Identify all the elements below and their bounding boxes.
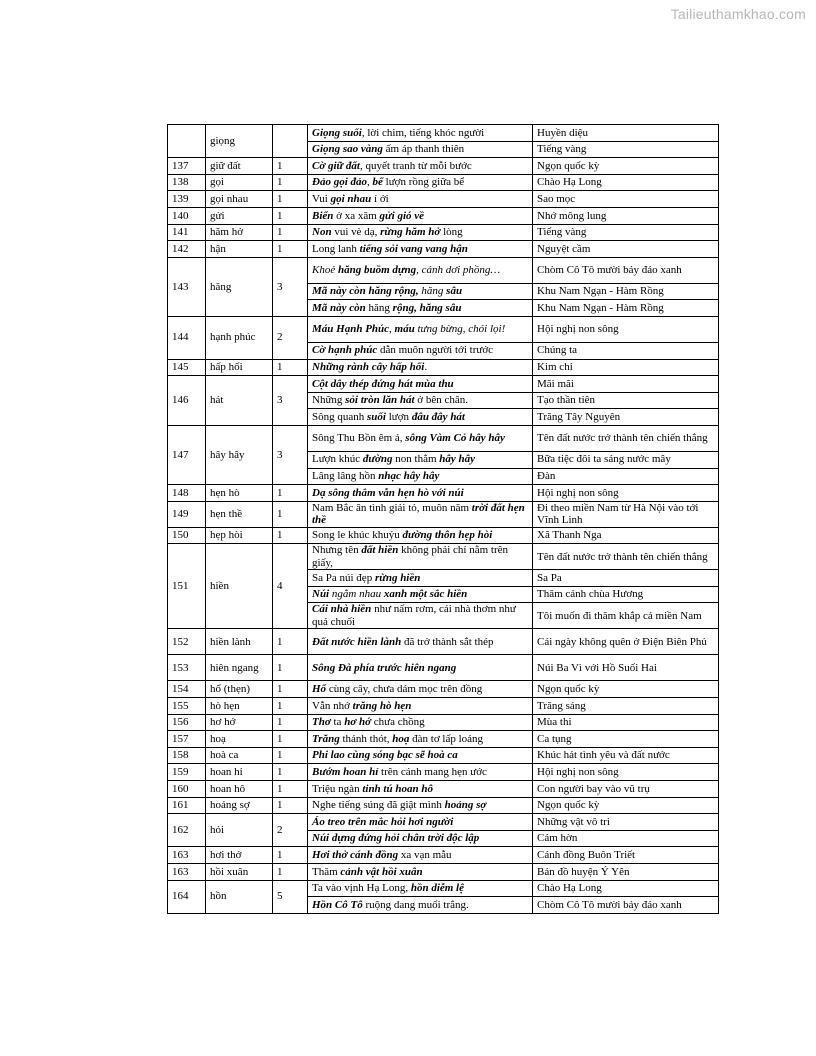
entry-word: hỏi (206, 814, 273, 847)
example-verse: Hổ cùng cây, chưa dám mọc trên đồng (308, 681, 533, 698)
poem-source: Sao mọc (533, 191, 719, 208)
poem-source: Huyền diệu (533, 125, 719, 142)
table-row (168, 544, 719, 570)
table-row (168, 241, 719, 258)
entry-word: hẹn hò (206, 485, 273, 502)
entry-word: giữ đất (206, 158, 273, 175)
poem-source: Bản đồ huyện Ý Yên (533, 864, 719, 881)
example-verse: Những sỏi tròn lăn hát ở bên chân. (308, 392, 533, 409)
example-verse: Song le khúc khuỷu đường thôn hẹp hòi (308, 527, 533, 544)
entry-count: 1 (273, 359, 308, 376)
example-verse: Nghe tiếng súng đã giật mình hoảng sợ (308, 797, 533, 814)
entry-word: hơ hớ (206, 714, 273, 731)
example-verse: Sông Đà phía trước hiên ngang (308, 655, 533, 681)
entry-number: 140 (168, 207, 206, 224)
table-row (168, 376, 719, 393)
example-verse: Thăm cảnh vật hồi xuân (308, 864, 533, 881)
table-row (168, 655, 719, 681)
entry-word: hiền lành (206, 629, 273, 655)
poem-source: Con người bay vào vũ trụ (533, 781, 719, 798)
example-verse: Phi lao cùng sóng bạc sẽ hoà ca (308, 747, 533, 764)
entry-word: hồn (206, 880, 273, 913)
example-verse: Hồn Cô Tô ruộng dang muối trắng. (308, 897, 533, 914)
entry-number: 148 (168, 485, 206, 502)
entry-number: 138 (168, 174, 206, 191)
entry-word: hò hẹn (206, 698, 273, 715)
entry-count: 2 (273, 316, 308, 359)
entry-word: hiền (206, 544, 273, 629)
entry-number: 159 (168, 764, 206, 781)
poem-source: Tạo thần tiên (533, 392, 719, 409)
example-verse: Cái nhà hiền như nấm rơm, cái nhà thơm như quả chuối (308, 603, 533, 629)
poem-source: Mùa thi (533, 714, 719, 731)
table-row (168, 764, 719, 781)
example-verse: Vẫn nhớ trăng hò hẹn (308, 698, 533, 715)
entry-word: hiên ngang (206, 655, 273, 681)
entry-number (168, 125, 206, 158)
table-row (168, 629, 719, 655)
entry-count: 1 (273, 864, 308, 881)
entry-number: 145 (168, 359, 206, 376)
example-verse: Những rành cây hấp hối. (308, 359, 533, 376)
poem-source: Chòm Cô Tô mười bảy đảo xanh (533, 257, 719, 283)
poem-source: Đàn (533, 468, 719, 485)
example-verse: Thơ ta hơ hớ chưa chồng (308, 714, 533, 731)
example-verse: Áo treo trên mắc hỏi hơi người (308, 814, 533, 831)
poem-source: Hội nghị non sông (533, 485, 719, 502)
poem-source: Tiếng vàng (533, 141, 719, 158)
poem-source: Chào Hạ Long (533, 174, 719, 191)
entry-word: hẹp hòi (206, 527, 273, 544)
entry-count: 3 (273, 425, 308, 484)
entry-count: 2 (273, 814, 308, 847)
table-row (168, 207, 719, 224)
example-verse: Cờ hạnh phúc dẫn muôn người tới trước (308, 342, 533, 359)
entry-count: 1 (273, 797, 308, 814)
entry-number: 158 (168, 747, 206, 764)
example-verse: Ta vào vịnh Hạ Long, hồn diễm lệ (308, 880, 533, 897)
entry-count: 4 (273, 544, 308, 629)
table-row (168, 158, 719, 175)
entry-number: 161 (168, 797, 206, 814)
entry-word: hấp hối (206, 359, 273, 376)
poem-source: Ca tụng (533, 731, 719, 748)
entry-count: 1 (273, 224, 308, 241)
entry-word: gửi (206, 207, 273, 224)
poem-source: Núi Ba Vì với Hồ Suối Hai (533, 655, 719, 681)
poem-source: Chòm Cô Tô mười bảy đảo xanh (533, 897, 719, 914)
table-row (168, 781, 719, 798)
entry-count: 1 (273, 241, 308, 258)
example-verse: Triệu ngàn tinh tú hoan hô (308, 781, 533, 798)
entry-number: 164 (168, 880, 206, 913)
example-verse: Biển ở xa xăm gửi gió về (308, 207, 533, 224)
example-verse: Sa Pa núi đẹp rừng hiền (308, 570, 533, 587)
poem-source: Tôi muốn đi thăm khắp cả miền Nam (533, 603, 719, 629)
table-row (168, 501, 719, 527)
poem-source: Khu Nam Ngạn - Hàm Rồng (533, 283, 719, 300)
entry-word: hận (206, 241, 273, 258)
entry-word: hát (206, 376, 273, 426)
table-row (168, 316, 719, 342)
poem-source: Hội nghị non sông (533, 316, 719, 342)
example-verse: Khoẻ hăng buồm dựng, cánh dơi phồng… (308, 257, 533, 283)
poem-source: Tiếng vàng (533, 224, 719, 241)
entry-count: 1 (273, 174, 308, 191)
table-row (168, 814, 719, 831)
entry-word: hơi thở (206, 847, 273, 864)
poem-source: Trăng Tây Nguyên (533, 409, 719, 426)
entry-number: 143 (168, 257, 206, 316)
entry-number: 139 (168, 191, 206, 208)
entry-number: 163 (168, 847, 206, 864)
entry-count (273, 125, 308, 158)
entry-number: 137 (168, 158, 206, 175)
entry-word: hạnh phúc (206, 316, 273, 359)
poem-source: Cái ngày không quên ở Điện Biên Phủ (533, 629, 719, 655)
entry-count: 1 (273, 681, 308, 698)
table-row (168, 125, 719, 142)
entry-word: hoan hỉ (206, 764, 273, 781)
poem-source: Tên đất nước trở thành tên chiến thắng (533, 425, 719, 451)
poem-source: Nhớ mông lung (533, 207, 719, 224)
example-verse: Lâng lâng hồn nhạc hây hây (308, 468, 533, 485)
example-verse: Sông Thu Bồn êm ả, sông Vàm Cỏ hây hây (308, 425, 533, 451)
entry-word: hổ (thẹn) (206, 681, 273, 698)
entry-number: 146 (168, 376, 206, 426)
table-row (168, 880, 719, 897)
table-row (168, 257, 719, 283)
example-verse: Núi ngắm nhau xanh một sắc hiền (308, 586, 533, 603)
entry-count: 1 (273, 158, 308, 175)
example-verse: Sông quanh suối lượn đâu đây hát (308, 409, 533, 426)
entry-count: 1 (273, 764, 308, 781)
entry-number: 141 (168, 224, 206, 241)
poem-source: Trăng sáng (533, 698, 719, 715)
poem-source: Xã Thanh Nga (533, 527, 719, 544)
entry-number: 149 (168, 501, 206, 527)
poem-source: Kim chỉ (533, 359, 719, 376)
table-row (168, 731, 719, 748)
entry-count: 3 (273, 376, 308, 426)
entry-count: 1 (273, 629, 308, 655)
example-verse: Núi dựng đứng hỏi chân trời độc lập (308, 830, 533, 847)
example-verse: Dạ sông thắm vẫn hẹn hò với núi (308, 485, 533, 502)
poem-source: Nguyệt cầm (533, 241, 719, 258)
entry-count: 1 (273, 191, 308, 208)
table-row (168, 681, 719, 698)
example-verse: Cờ giữ đất, quyết tranh từ mỗi bước (308, 158, 533, 175)
entry-count: 1 (273, 781, 308, 798)
example-verse: Long lanh tiếng sỏi vang vang hận (308, 241, 533, 258)
entry-word: hồi xuân (206, 864, 273, 881)
table-row (168, 714, 719, 731)
table-row (168, 747, 719, 764)
example-verse: Bướm hoan hỉ trên cánh mang hẹn ước (308, 764, 533, 781)
entry-number: 142 (168, 241, 206, 258)
entry-number: 160 (168, 781, 206, 798)
entry-count: 5 (273, 880, 308, 913)
example-verse: Đảo gọi đảo, bể lượn rồng giữa bể (308, 174, 533, 191)
poem-source: Những vật vô tri (533, 814, 719, 831)
entry-word: hoà ca (206, 747, 273, 764)
table-row (168, 174, 719, 191)
vocabulary-table (167, 124, 719, 914)
example-verse: Đất nước hiền lành đã trở thành sắt thép (308, 629, 533, 655)
entry-word: hăm hở (206, 224, 273, 241)
entry-word: gọi nhau (206, 191, 273, 208)
poem-source: Bữa tiệc đôi ta sáng nước mây (533, 451, 719, 468)
entry-count: 1 (273, 714, 308, 731)
example-verse: Non vui vè dạ, rừng hăm hở lòng (308, 224, 533, 241)
example-verse: Giọng suối, lời chim, tiếng khóc người (308, 125, 533, 142)
poem-source: Thăm cảnh chùa Hương (533, 586, 719, 603)
entry-word: hăng (206, 257, 273, 316)
example-verse: Giọng sao vàng ấm áp thanh thiên (308, 141, 533, 158)
entry-number: 150 (168, 527, 206, 544)
example-verse: Cột dây thép đứng hát mùa thu (308, 376, 533, 393)
table-row (168, 847, 719, 864)
poem-source: Tên đất nước trở thành tên chiến thắng (533, 544, 719, 570)
table-row (168, 359, 719, 376)
entry-word: gọi (206, 174, 273, 191)
example-verse: Hơi thở cánh đồng xa vạn mẫu (308, 847, 533, 864)
example-verse: Vui gọi nhau í ới (308, 191, 533, 208)
table-row (168, 224, 719, 241)
entry-number: 157 (168, 731, 206, 748)
example-verse: Nam Bắc ân tình giải tỏ, muôn năm trời đất hẹn thề (308, 501, 533, 527)
entry-number: 147 (168, 425, 206, 484)
entry-count: 1 (273, 207, 308, 224)
entry-count: 1 (273, 731, 308, 748)
poem-source: Chào Hạ Long (533, 880, 719, 897)
poem-source: Khu Nam Ngạn - Hàm Rồng (533, 300, 719, 317)
entry-count: 1 (273, 527, 308, 544)
entry-number: 163 (168, 864, 206, 881)
example-verse: Lượn khúc đường non thẳm hây hây (308, 451, 533, 468)
example-verse: Mã này còn hăng rộng, hăng sâu (308, 300, 533, 317)
table-row (168, 485, 719, 502)
example-verse: Máu Hạnh Phúc, máu tưng bừng, chói lọi! (308, 316, 533, 342)
example-verse: Trăng thánh thót, hoạ đàn tơ lấp loáng (308, 731, 533, 748)
entry-word: giọng (206, 125, 273, 158)
entry-number: 154 (168, 681, 206, 698)
table-row (168, 864, 719, 881)
entry-number: 151 (168, 544, 206, 629)
poem-source: Cảm hờn (533, 830, 719, 847)
table-row (168, 698, 719, 715)
poem-source: Cánh đồng Buôn Triết (533, 847, 719, 864)
entry-count: 1 (273, 747, 308, 764)
table-row (168, 191, 719, 208)
poem-source: Ngọn quốc kỳ (533, 158, 719, 175)
table-row (168, 797, 719, 814)
entry-count: 1 (273, 485, 308, 502)
poem-source: Sa Pa (533, 570, 719, 587)
entry-count: 1 (273, 655, 308, 681)
example-verse: Nhưng tên đất hiền không phải chỉ nằm trên giấy, (308, 544, 533, 570)
entry-word: hây hây (206, 425, 273, 484)
entry-word: hoan hô (206, 781, 273, 798)
entry-word: hoạ (206, 731, 273, 748)
poem-source: Đi theo miền Nam từ Hà Nội vào tới Vĩnh Linh (533, 501, 719, 527)
watermark: Tailieuthamkhao.com (670, 6, 806, 22)
entry-count: 3 (273, 257, 308, 316)
entry-count: 1 (273, 501, 308, 527)
entry-count: 1 (273, 847, 308, 864)
poem-source: Chúng ta (533, 342, 719, 359)
table-row (168, 425, 719, 451)
entry-word: hẹn thề (206, 501, 273, 527)
entry-number: 153 (168, 655, 206, 681)
entry-number: 162 (168, 814, 206, 847)
poem-source: Hội nghị non sông (533, 764, 719, 781)
poem-source: Mãi mãi (533, 376, 719, 393)
entry-number: 155 (168, 698, 206, 715)
table-row (168, 527, 719, 544)
entry-number: 156 (168, 714, 206, 731)
poem-source: Ngọn quốc kỳ (533, 681, 719, 698)
example-verse: Mã này còn hăng rộng, hăng sâu (308, 283, 533, 300)
entry-number: 152 (168, 629, 206, 655)
entry-number: 144 (168, 316, 206, 359)
poem-source: Ngọn quốc kỳ (533, 797, 719, 814)
entry-count: 1 (273, 698, 308, 715)
entry-word: hoảng sợ (206, 797, 273, 814)
vocabulary-table-body (168, 125, 719, 914)
poem-source: Khúc hát tình yêu và đất nước (533, 747, 719, 764)
